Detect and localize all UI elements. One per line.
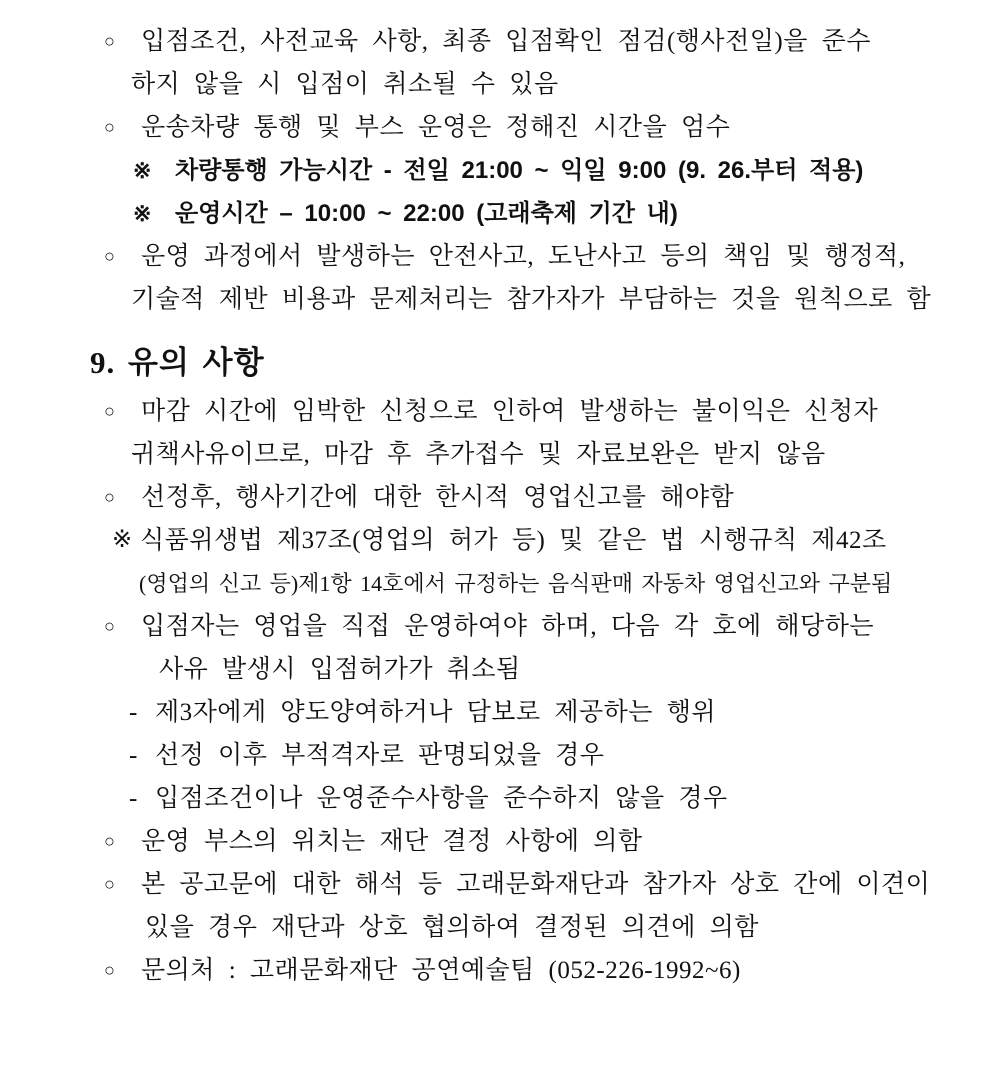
list-item	[0, 112, 992, 143]
list-item-text: 귀책사유이므로, 마감 후 추가접수 및 자료보완은 받지 않음	[131, 441, 826, 468]
sub-list-item	[0, 783, 992, 814]
circle-bullet-icon: ○	[104, 831, 116, 851]
circle-bullet-icon: ○	[104, 246, 116, 266]
sub-list-item	[0, 697, 992, 728]
list-item-text: 하지 않을 시 입점이 취소될 수 있음	[131, 71, 559, 98]
list-item-text: 마감 시간에 임박한 신청으로 인하여 발생하는 불이익은 신청자	[141, 398, 879, 425]
reference-note	[0, 198, 992, 229]
reference-note	[0, 155, 992, 186]
reference-note-text: (영업의 신고 등)제1항 14호에서 규정하는 음식판매 자동차 영업신고와 구분됨	[139, 571, 893, 596]
circle-bullet-icon: ○	[104, 616, 116, 636]
list-item-text: 입점자는 영업을 직접 운영하여야 하며, 다음 각 호에 해당하는	[141, 613, 875, 640]
reference-mark-icon: ※	[112, 527, 133, 553]
circle-bullet-icon: ○	[104, 487, 116, 507]
list-item-text: 사유 발생시 입점허가가 취소됨	[159, 656, 521, 683]
circle-bullet-icon: ○	[104, 874, 116, 894]
list-item-continuation	[0, 654, 992, 685]
list-item-text: 기술적 제반 비용과 문제처리는 참가자가 부담하는 것을 원칙으로 함	[131, 286, 932, 313]
reference-mark-icon: ※	[133, 201, 152, 226]
dash-bullet-icon: -	[129, 742, 138, 769]
list-item-text: 운영 과정에서 발생하는 안전사고, 도난사고 등의 책임 및 행정적,	[141, 243, 906, 270]
list-item-text: 운송차량 통행 및 부스 운영은 정해진 시간을 엄수	[141, 114, 731, 141]
list-item	[0, 826, 992, 857]
list-item	[0, 241, 992, 272]
reference-note	[0, 525, 992, 556]
dash-bullet-icon: -	[129, 699, 138, 726]
reference-mark-icon: ※	[133, 158, 152, 183]
list-item-continuation	[0, 439, 992, 470]
circle-bullet-icon: ○	[104, 960, 116, 980]
list-item-text: 운영 부스의 위치는 재단 결정 사항에 의함	[141, 828, 643, 855]
section-heading: 9. 유의 사항	[90, 345, 265, 380]
list-item-continuation	[0, 69, 992, 100]
sub-list-item-text: 선정 이후 부적격자로 판명되었을 경우	[155, 742, 605, 769]
circle-bullet-icon: ○	[104, 117, 116, 137]
sub-list-item-text: 제3자에게 양도양여하거나 담보로 제공하는 행위	[155, 699, 717, 726]
contact-info-text: 문의처 : 고래문화재단 공연예술팀 (052-226-1992~6)	[141, 957, 741, 984]
list-item-text: 있을 경우 재단과 상호 협의하여 결정된 의견에 의함	[145, 914, 759, 941]
sub-list-item	[0, 740, 992, 771]
list-item-text: 입점조건, 사전교육 사항, 최종 입점확인 점검(행사전일)을 준수	[141, 28, 871, 55]
list-item	[0, 482, 992, 513]
list-item-text: 본 공고문에 대한 해석 등 고래문화재단과 참가자 상호 간에 이견이	[141, 871, 931, 898]
reference-sub-note	[0, 568, 992, 599]
reference-note-text: 운영시간 – 10:00 ~ 22:00 (고래축제 기간 내)	[175, 200, 678, 227]
list-item	[0, 869, 992, 900]
list-item-continuation	[0, 912, 992, 943]
circle-bullet-icon: ○	[104, 401, 116, 421]
list-item-continuation	[0, 284, 992, 315]
sub-list-item-text: 입점조건이나 운영준수사항을 준수하지 않을 경우	[155, 785, 728, 812]
reference-note-text: 차량통행 가능시간 - 전일 21:00 ~ 익일 9:00 (9. 26.부터 적용)	[175, 157, 864, 184]
list-item	[0, 611, 992, 642]
list-item	[0, 955, 992, 986]
reference-note-text: 식품위생법 제37조(영업의 허가 등) 및 같은 법 시행규칙 제42조	[140, 527, 887, 554]
list-item-text: 선정후, 행사기간에 대한 한시적 영업신고를 해야함	[141, 484, 735, 511]
list-item	[0, 396, 992, 427]
dash-bullet-icon: -	[129, 785, 138, 812]
list-item	[0, 26, 992, 57]
circle-bullet-icon: ○	[104, 31, 116, 51]
